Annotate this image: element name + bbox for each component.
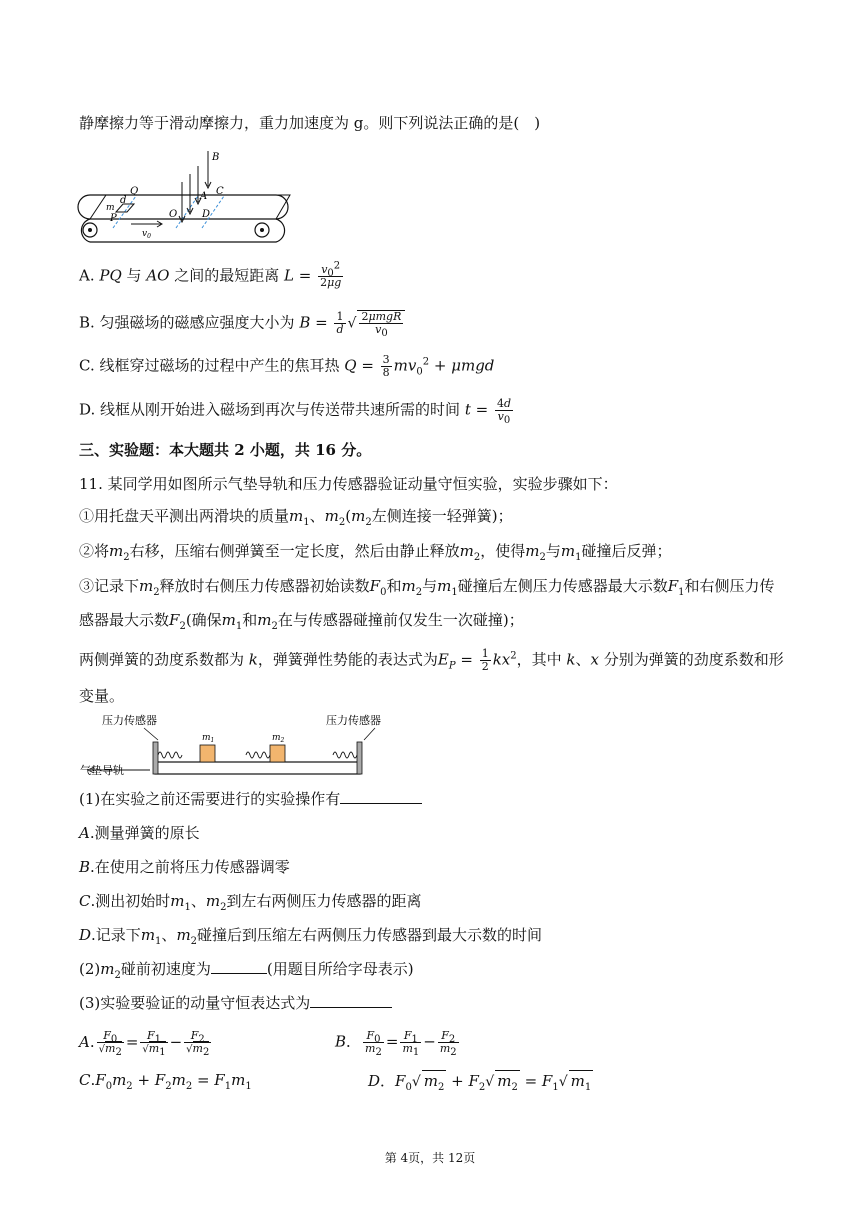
block-m2-label: $m_2$	[272, 733, 285, 744]
q11-part1-option-b: B.在使用之前将压力传感器调零	[79, 858, 290, 876]
conveyor-belt-figure	[76, 146, 298, 244]
q11-part3-option-b: B． $\frac{F_0}{m_2}$ = $\frac{F_1}{m_1}$ − $\frac{F_2}{m_2}$	[335, 1029, 457, 1059]
option-d: D. 线框从刚开始进入磁场到再次与传送带共速所需的时间 t = $\frac{4d}{v_0}$	[79, 397, 511, 427]
label-C: C	[216, 186, 224, 197]
sensor-right-label: 压力传感器	[326, 714, 381, 727]
q11-spring: 两侧弹簧的劲度系数都为 k，弹簧弹性势能的表达式为$E_P$ = $\frac{1}{2}$ $kx^2$，其中 k、x 分别为弹簧的劲度系数和形	[79, 647, 784, 673]
q11-step1: ①用托盘天平测出两滑块的质量$m_1$、$m_2(m_2$左侧连接一轻弹簧)；	[79, 507, 513, 528]
air-track-figure	[80, 712, 400, 778]
label-v0: $v_0$	[142, 229, 151, 240]
q11-part2: $(2)m_2$碰前初速度为 (用题目所给字母表示)	[79, 960, 414, 981]
q11-step2: ②将$m_2$右移，压缩右侧弹簧至一定长度，然后由静止释放$m_2$，使得$m_2$与$m_1$碰撞后反弹；	[79, 542, 672, 563]
option-a: A. PQ 与 AO 之间的最短距离 L = $\frac{v_0^2}{2\mu g}$	[79, 260, 342, 289]
q11-spring-cont: 变量。	[79, 687, 125, 705]
q11-part3: (3)实验要验证的动量守恒表达式为	[79, 993, 392, 1013]
q11-part1-option-c: C.测出初始时$m_1$、$m_2$到左右两侧压力传感器的距离	[79, 892, 422, 913]
q11-step3: ③记录下$m_2$释放时右侧压力传感器初始读数$F_0$和$m_2$与$m_1$碰撞后左侧压力传感器最大示数$F_1$和右侧压力传	[79, 577, 775, 598]
option-b: B. 匀强磁场的磁感应强度大小为 B = $\frac{1}{d}$ √ $\frac{\text{2μmgR}}{v_0}$	[79, 310, 405, 336]
label-Q: Q	[130, 186, 139, 197]
q11-step3-cont: 感器最大示数$F_2$(确保$m_1$和$m_2$在与传感器碰撞前仅发生一次碰撞)；	[79, 611, 524, 632]
option-c: C. 线框穿过磁场的过程中产生的焦耳热 Q = $\frac{3}{8}$ $mv_0^2 + \mu mgd$	[79, 353, 495, 379]
label-D: D	[202, 209, 211, 220]
block-m1-label: $m_1$	[202, 733, 215, 744]
intro-text: 静摩擦力等于滑动摩擦力，重力加速度为 g。则下列说法正确的是( )	[79, 114, 541, 132]
label-d: d	[120, 195, 127, 206]
label-B: B	[212, 152, 220, 163]
sensor-left-label: 压力传感器	[102, 714, 157, 727]
q11-stem: 11. 某同学用如图所示气垫导轨和压力传感器验证动量守恒实验，实验步骤如下：	[79, 475, 618, 493]
q11-part3-option-d: D．$F_0√$ $m_2 + F_2√$ $m_2 = F_1√$ $m_1$	[368, 1072, 592, 1093]
q11-part3-option-a: A. $\frac{F_0}{√m_2}$ = $\frac{F_1}{√m_1}$ − $\frac{F_2}{√m_2}$	[79, 1029, 210, 1059]
page-footer: 第 4页，共 12页	[384, 1151, 476, 1165]
label-O: O	[169, 209, 178, 220]
label-A: A	[200, 191, 208, 202]
q11-part1-option-a: A.测量弹簧的原长	[79, 824, 200, 842]
label-m: m	[106, 203, 115, 213]
q11-part1: (1)在实验之前还需要进行的实验操作有	[79, 789, 422, 809]
q11-part1-option-d: D.记录下$m_1$、$m_2$碰撞后到压缩左右两侧压力传感器到最大示数的时间	[79, 926, 543, 947]
q11-part3-option-c: $C.F_0m_2 + F_2m_2 = F_1m_1$	[79, 1071, 252, 1092]
rail-label: 气垫导轨	[80, 764, 124, 777]
label-P: P	[110, 213, 117, 224]
section-title: 三、实验题：本大题共 2 小题，共 16 分。	[79, 441, 372, 459]
